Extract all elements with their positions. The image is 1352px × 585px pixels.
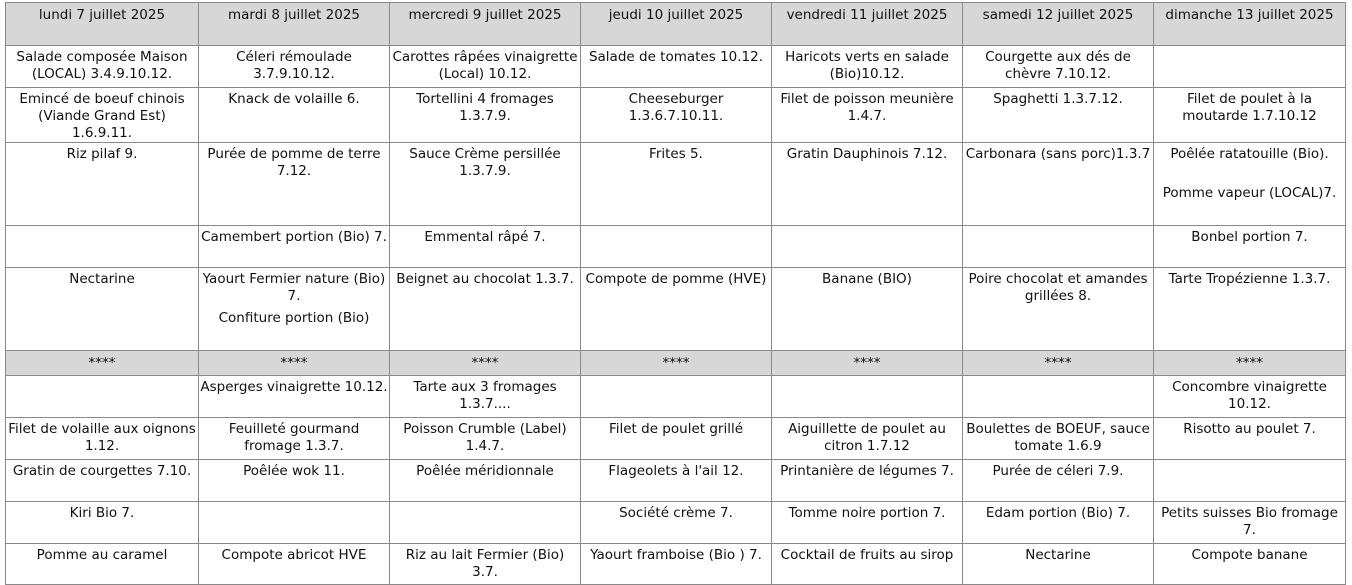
day-header: dimanche 13 juillet 2025 bbox=[1154, 3, 1346, 46]
menu-cell: Tortellini 4 fromages 1.3.7.9. bbox=[390, 88, 581, 143]
menu-item: Confiture portion (Bio) bbox=[218, 310, 370, 326]
day-header: vendredi 11 juillet 2025 bbox=[772, 3, 963, 46]
day-header: mardi 8 juillet 2025 bbox=[199, 3, 390, 46]
menu-cell bbox=[6, 226, 199, 268]
menu-cell bbox=[199, 143, 390, 226]
day-header: lundi 7 juillet 2025 bbox=[6, 3, 199, 46]
menu-cell: Filet de poulet à la moutarde 1.7.10.12 bbox=[1154, 88, 1346, 143]
menu-cell: Riz au lait Fermier (Bio) 3.7. bbox=[390, 544, 581, 585]
menu-cell bbox=[963, 226, 1154, 268]
menu-cell: Compote abricot HVE bbox=[199, 544, 390, 585]
separator-cell: **** bbox=[581, 351, 772, 376]
menu-item: Banane (BIO) bbox=[822, 271, 912, 287]
menu-cell: Kiri Bio 7. bbox=[6, 502, 199, 544]
menu-cell: Céleri rémoulade 3.7.9.10.12. bbox=[199, 46, 390, 88]
lunch-main-row bbox=[6, 88, 1346, 143]
menu-cell bbox=[1154, 46, 1346, 88]
menu-cell bbox=[6, 376, 199, 418]
menu-cell: Edam portion (Bio) 7. bbox=[963, 502, 1154, 544]
menu-cell: Camembert portion (Bio) 7. bbox=[199, 226, 390, 268]
menu-cell: Petits suisses Bio fromage 7. bbox=[1154, 502, 1346, 544]
menu-cell: Nectarine bbox=[963, 544, 1154, 585]
menu-cell: Tarte aux 3 fromages 1.3.7.... bbox=[390, 376, 581, 418]
menu-cell: Printanière de légumes 7. bbox=[772, 460, 963, 502]
menu-cell: Emmental râpé 7. bbox=[390, 226, 581, 268]
menu-item: Gratin Dauphinois 7.12. bbox=[786, 146, 948, 162]
menu-cell: Salade de tomates 10.12. bbox=[581, 46, 772, 88]
separator-cell: **** bbox=[772, 351, 963, 376]
menu-cell: Purée de céleri 7.9. bbox=[963, 460, 1154, 502]
separator-row bbox=[6, 351, 1346, 376]
menu-cell bbox=[390, 268, 581, 351]
menu-cell: Aiguillette de poulet au citron 1.7.12 bbox=[772, 418, 963, 460]
menu-cell bbox=[963, 376, 1154, 418]
dinner-dessert-row bbox=[6, 544, 1346, 585]
separator-cell: **** bbox=[963, 351, 1154, 376]
separator-cell: **** bbox=[6, 351, 199, 376]
day-header: samedi 12 juillet 2025 bbox=[963, 3, 1154, 46]
menu-item: Purée de pomme de terre 7.12. bbox=[207, 146, 381, 179]
menu-item: Sauce Crème persillée 1.3.7.9. bbox=[409, 146, 561, 179]
menu-cell bbox=[199, 502, 390, 544]
menu-item: Pomme vapeur (LOCAL)7. bbox=[1162, 185, 1337, 201]
weekly-menu-table bbox=[5, 2, 1346, 585]
menu-cell: Filet de volaille aux oignons 1.12. bbox=[6, 418, 199, 460]
menu-cell: Cheeseburger 1.3.6.7.10.11. bbox=[581, 88, 772, 143]
menu-cell: Spaghetti 1.3.7.12. bbox=[963, 88, 1154, 143]
menu-item: Carbonara (sans porc)1.3.7 bbox=[965, 146, 1151, 162]
menu-cell bbox=[963, 268, 1154, 351]
lunch-cheese-row bbox=[6, 226, 1346, 268]
day-header: jeudi 10 juillet 2025 bbox=[581, 3, 772, 46]
menu-cell: Cocktail de fruits au sirop bbox=[772, 544, 963, 585]
menu-cell bbox=[772, 143, 963, 226]
menu-cell bbox=[390, 143, 581, 226]
menu-cell: Knack de volaille 6. bbox=[199, 88, 390, 143]
menu-cell: Carottes râpées vinaigrette (Local) 10.12. bbox=[390, 46, 581, 88]
dinner-side-row bbox=[6, 460, 1346, 502]
separator-cell: **** bbox=[199, 351, 390, 376]
menu-cell: Emincé de boeuf chinois (Viande Grand Est) 1.6.9.11. bbox=[6, 88, 199, 143]
day-header-row bbox=[6, 3, 1346, 46]
menu-cell: Boulettes de BOEUF, sauce tomate 1.6.9 bbox=[963, 418, 1154, 460]
menu-cell bbox=[199, 268, 390, 351]
menu-cell: Bonbel portion 7. bbox=[1154, 226, 1346, 268]
menu-cell bbox=[390, 502, 581, 544]
menu-cell bbox=[581, 268, 772, 351]
lunch-side-row bbox=[6, 143, 1346, 226]
menu-item: Poire chocolat et amandes grillées 8. bbox=[968, 271, 1148, 304]
menu-cell bbox=[6, 143, 199, 226]
menu-cell bbox=[581, 376, 772, 418]
menu-cell: Pomme au caramel bbox=[6, 544, 199, 585]
menu-cell: Filet de poisson meunière 1.4.7. bbox=[772, 88, 963, 143]
menu-cell bbox=[581, 226, 772, 268]
menu-cell: Tomme noire portion 7. bbox=[772, 502, 963, 544]
menu-item: Nectarine bbox=[69, 271, 135, 287]
menu-cell bbox=[772, 376, 963, 418]
menu-cell: Asperges vinaigrette 10.12. bbox=[199, 376, 390, 418]
menu-cell: Risotto au poulet 7. bbox=[1154, 418, 1346, 460]
menu-cell bbox=[963, 143, 1154, 226]
menu-cell bbox=[6, 268, 199, 351]
menu-cell: Feuilleté gourmand fromage 1.3.7. bbox=[199, 418, 390, 460]
menu-cell: Société crème 7. bbox=[581, 502, 772, 544]
menu-cell: Salade composée Maison (LOCAL) 3.4.9.10.12. bbox=[6, 46, 199, 88]
dinner-entree-row bbox=[6, 376, 1346, 418]
lunch-entree-row bbox=[6, 46, 1346, 88]
menu-cell: Haricots verts en salade (Bio)10.12. bbox=[772, 46, 963, 88]
menu-cell: Concombre vinaigrette 10.12. bbox=[1154, 376, 1346, 418]
menu-cell: Courgette aux dés de chèvre 7.10.12. bbox=[963, 46, 1154, 88]
menu-item: Riz pilaf 9. bbox=[66, 146, 138, 162]
menu-item: Yaourt Fermier nature (Bio) 7. bbox=[202, 271, 386, 304]
menu-cell: Poêlée wok 11. bbox=[199, 460, 390, 502]
menu-item: Frites 5. bbox=[649, 146, 703, 162]
menu-item: Tarte Tropézienne 1.3.7. bbox=[1168, 271, 1331, 287]
separator-cell: **** bbox=[1154, 351, 1346, 376]
day-header: mercredi 9 juillet 2025 bbox=[390, 3, 581, 46]
menu-cell bbox=[1154, 143, 1346, 226]
separator-cell: **** bbox=[390, 351, 581, 376]
menu-cell: Poêlée méridionnale bbox=[390, 460, 581, 502]
dinner-cheese-row bbox=[6, 502, 1346, 544]
menu-item: Poêlée ratatouille (Bio). bbox=[1170, 146, 1329, 162]
dinner-main-row bbox=[6, 418, 1346, 460]
menu-cell bbox=[772, 268, 963, 351]
menu-cell: Compote banane bbox=[1154, 544, 1346, 585]
menu-cell: Gratin de courgettes 7.10. bbox=[6, 460, 199, 502]
menu-cell bbox=[1154, 268, 1346, 351]
menu-item: Beignet au chocolat 1.3.7. bbox=[396, 271, 574, 287]
menu-cell bbox=[1154, 460, 1346, 502]
lunch-dessert-row bbox=[6, 268, 1346, 351]
menu-item: Compote de pomme (HVE) bbox=[585, 271, 767, 287]
menu-cell bbox=[581, 143, 772, 226]
menu-cell: Flageolets à l'ail 12. bbox=[581, 460, 772, 502]
menu-cell: Yaourt framboise (Bio ) 7. bbox=[581, 544, 772, 585]
menu-cell bbox=[772, 226, 963, 268]
menu-cell: Poisson Crumble (Label) 1.4.7. bbox=[390, 418, 581, 460]
menu-cell: Filet de poulet grillé bbox=[581, 418, 772, 460]
